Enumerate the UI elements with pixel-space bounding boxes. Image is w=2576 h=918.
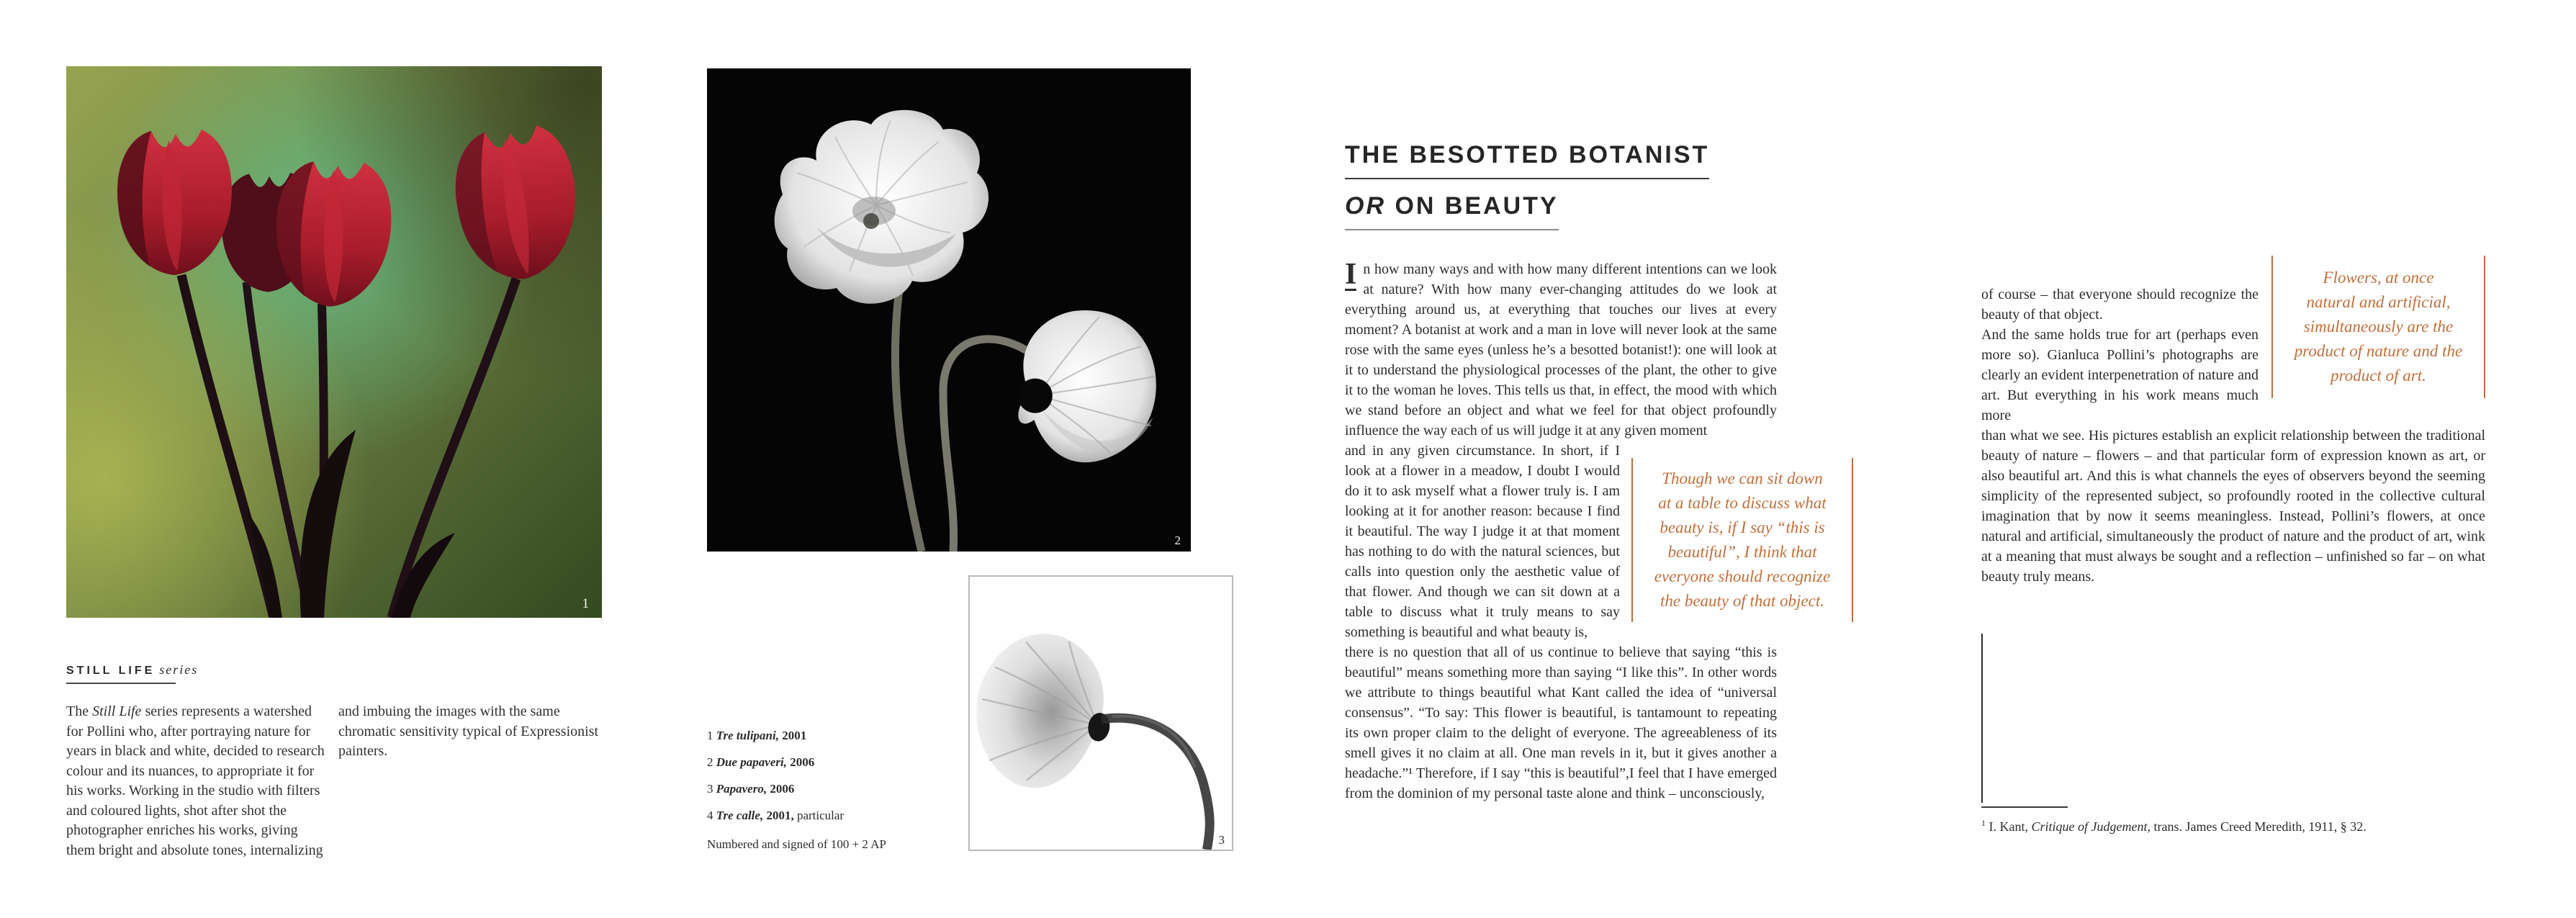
col2-paragraph-1: of course – that everyone should recognize the beauty of that object. [1981, 287, 2258, 323]
xray-poppy-illustration [970, 577, 1232, 850]
intro-col1-rest: series represents a watershed for Pollini who, after portraying nature for years in black and white, decided to research colour and its nuances, to appropriate it for his works. Working in the studio with filters and coloured lights, shot after shot the photographer enriches his works, giving them bright and absolute tones, internalizing [66, 703, 325, 858]
pull-quote-line: the beauty of that object. [1659, 592, 1825, 610]
figure-3-number: 3 [1218, 833, 1225, 847]
essay-main-column [1345, 258, 1831, 804]
pull-quote-line: natural and artificial, [2306, 293, 2451, 311]
caption-number: 3 [707, 782, 713, 796]
pull-quote-line: beautiful”, I think that [1667, 543, 1817, 561]
essay-paragraph-c: there is no question that all of us continue to believe that saying “this is beautiful” means something more than saying “I like this”. In other words we attribute to things beautiful what Kant called the idea of “universal consensus”. “To say: This flower is beautiful, is tantamount to repeating its own proper claim to the delight of everyone. The agreeableness of its smell gives it no claim at all. One man revels in it, but it gives another a headache.”¹ Therefore, if I say “this is beautiful”,I feel that I have emerged from the dominion of my personal taste alone and think – unconsciously, [1345, 644, 1777, 801]
pull-quote-left [1631, 458, 1853, 622]
footnote-post: trans. James Creed Meredith, 1911, § 32. [2150, 819, 2366, 834]
drop-cap: I [1345, 258, 1357, 291]
caption-year: 2001 [778, 729, 807, 742]
figure-2-number: 2 [1174, 534, 1181, 547]
pull-quote-line: product of art. [2330, 366, 2426, 384]
essay-second-column [1981, 256, 2485, 587]
pull-quote-line: Flowers, at once [2323, 269, 2434, 287]
footnote-text [1981, 818, 2500, 834]
caption-number: 2 [707, 755, 713, 769]
caption-year: 2006 [786, 755, 815, 769]
footnote [1981, 806, 2500, 834]
intro-col1-series-title: Still Life [92, 703, 142, 719]
tulips-illustration [66, 66, 602, 618]
intro-col1-pre: The [66, 703, 93, 719]
vertical-rule [1981, 634, 1983, 803]
caption-year: 2006 [767, 782, 795, 796]
figure-poppies-photo [707, 68, 1191, 552]
intro-column-1 [66, 702, 327, 860]
caption-number: 4 [707, 809, 713, 822]
essay-wrap-row [1345, 441, 1857, 642]
caption-item [707, 782, 966, 796]
essay-paragraph-a [1345, 259, 1777, 441]
pull-quote-line: simultaneously are the [2303, 318, 2454, 336]
caption-item [707, 809, 966, 823]
figure-1-number: 1 [582, 596, 589, 611]
caption-title: Tre calle, [716, 809, 764, 822]
caption-title: Due papaveri, [716, 755, 787, 769]
pull-quote-line: at a table to discuss what [1658, 494, 1827, 512]
caption-title: Tre tulipani, [716, 729, 779, 742]
footnote-book-title: Critique of Judgement, [2031, 819, 2151, 834]
intro-column-2: and imbuing the images with the same chromatic sensitivity typical of Expressionist painters. [338, 703, 599, 759]
figure-xray-poppy-photo [968, 575, 1233, 851]
footnote-rule [1981, 806, 2068, 808]
series-heading-subtitle: series [159, 662, 199, 677]
pull-quote-line: Though we can sit down [1662, 469, 1823, 487]
essay-title [1345, 141, 1709, 230]
plate-captions [707, 729, 966, 852]
pull-quote-line: beauty is, if I say “this is [1659, 518, 1825, 536]
series-heading-title: STILL LIFE [66, 665, 156, 677]
series-heading [66, 662, 198, 684]
col2-paragraph-2: And the same holds true for art (perhaps even more so). Gianluca Pollini’s photographs are clearly an evident interpenetration of nature and art. But everything in his work means much more [1981, 327, 2258, 423]
caption-title: Papavero, [716, 782, 767, 796]
essay-title-on-beauty: ON BEAUTY [1386, 192, 1559, 220]
figure-tulips-photo [66, 66, 602, 618]
essay-title-or: OR [1345, 192, 1386, 220]
caption-item [707, 755, 966, 770]
poppies-illustration [707, 68, 1191, 552]
caption-year: 2001, [763, 809, 794, 822]
essay-title-line2 [1345, 192, 1559, 230]
caption-item [707, 729, 966, 743]
essay-paragraph-a-text: n how many ways and with how many different intentions can we look at nature? With how many ever-changing attitudes do we look at everything around us, at everything that touches our lives at every moment? A botanist at work and a man in love will never look at the same rose with the same eyes (unless he’s a besotted botanist!): one will look at it to understand the physiological processes of the plant, the other to give it to the woman he loves. This tells us that, in effect, the mood with which we stand before an object and what we feel for that object profoundly influence the way each of us will judge it at any given moment [1345, 261, 1777, 438]
essay-title-line1: THE BESOTTED BOTANIST [1345, 141, 1709, 179]
series-heading-rule [66, 683, 176, 684]
pull-quote-line: everyone should recognize [1654, 567, 1831, 585]
col2-paragraph-3: than what we see. His pictures establish an explicit relationship between the traditional beauty of nature – flowers – and that particular form of expression known as art, or also beautiful art. And this is what channels the eyes of observers beyond the seeming simplicity of the represented subject, so profoundly rooted in the collective cultural imagination that by now it seems meaningless. Instead, Pollini’s flowers, at once natural and artificial, simultaneously the product of nature and the product of art, wink at a meaning that must always be sought and a reflection – unfinished so far – on what beauty truly means. [1981, 428, 2485, 585]
caption-edition: Numbered and signed of 100 + 2 AP [707, 837, 886, 851]
caption-number: 1 [707, 729, 713, 742]
footnote-marker: 1 [1981, 818, 1986, 828]
essay-paragraph-b: and in any given circumstance. In short, if I look at a flower in a meadow, I doubt I would do it to ask myself what a flower truly is. I am looking at it for another reason: because I find it beautiful. The way I judge it at that moment has nothing to do with the natural sciences, but calls into question only the aesthetic value of that flower. And though we can sit down at a table to discuss what it truly means to say something is beautiful and what beauty is, [1345, 443, 1620, 640]
caption-note: particular [793, 809, 845, 822]
pull-quote-right [2271, 256, 2485, 398]
pull-quote-line: product of nature and the [2294, 342, 2463, 360]
footnote-pre: I. Kant, [1986, 819, 2032, 834]
